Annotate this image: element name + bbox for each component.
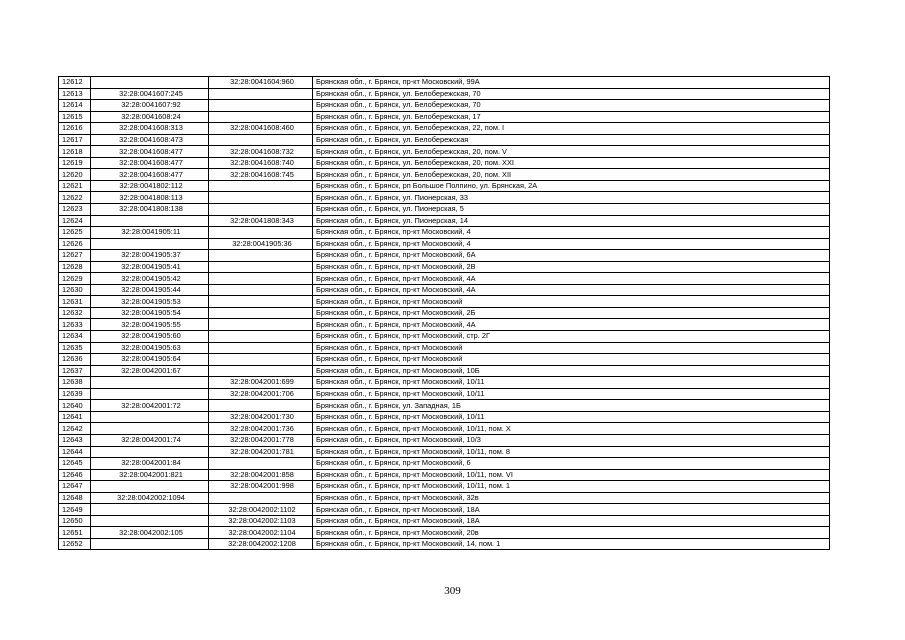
row-number-cell: 12645 (59, 458, 91, 470)
cadastral-number-cell (91, 423, 209, 435)
cadastral-number-cell: 32:28:0042002:1094 (91, 492, 209, 504)
cadastral-number-cell: 32:28:0041905:41 (91, 261, 209, 273)
table-row (59, 238, 830, 250)
object-cadastral-number-cell (209, 296, 313, 308)
row-number-cell: 12623 (59, 204, 91, 216)
cadastral-number-cell: 32:28:0042001:84 (91, 458, 209, 470)
cadastral-number-cell: 32:28:0041608:477 (91, 157, 209, 169)
row-number-cell: 12630 (59, 284, 91, 296)
row-number-cell: 12616 (59, 123, 91, 135)
table-row (59, 331, 830, 343)
table-row (59, 527, 830, 539)
object-cadastral-number-cell (209, 342, 313, 354)
object-cadastral-number-cell: 32:28:0042002:1104 (209, 527, 313, 539)
cadastral-number-cell: 32:28:0041608:313 (91, 123, 209, 135)
row-number-cell: 12629 (59, 273, 91, 285)
table-row (59, 111, 830, 123)
object-cadastral-number-cell (209, 250, 313, 262)
table-row (59, 157, 830, 169)
object-cadastral-number-cell: 32:28:0042001:858 (209, 469, 313, 481)
row-number-cell: 12641 (59, 411, 91, 423)
object-cadastral-number-cell: 32:28:0041604:960 (209, 77, 313, 89)
object-cadastral-number-cell (209, 284, 313, 296)
address-cell: Брянская обл., г. Брянск, пр-кт Московский, 99А (313, 77, 830, 89)
table-row (59, 377, 830, 389)
table-row (59, 134, 830, 146)
object-cadastral-number-cell: 32:28:0041608:745 (209, 169, 313, 181)
table-row (59, 192, 830, 204)
cadastral-number-cell: 32:28:0041905:55 (91, 319, 209, 331)
cadastral-number-cell: 32:28:0041608:477 (91, 146, 209, 158)
table-row (59, 273, 830, 285)
table-row (59, 515, 830, 527)
address-cell: Брянская обл., г. Брянск, пр-кт Московский (313, 342, 830, 354)
object-cadastral-number-cell (209, 400, 313, 412)
row-number-cell: 12621 (59, 180, 91, 192)
address-cell: Брянская обл., г. Брянск, ул. Белобережская, 22, пом. I (313, 123, 830, 135)
object-cadastral-number-cell (209, 492, 313, 504)
cadastral-number-cell: 32:28:0041905:42 (91, 273, 209, 285)
row-number-cell: 12647 (59, 481, 91, 493)
address-cell: Брянская обл., г. Брянск, пр-кт Московский, 10/11, пом. Х (313, 423, 830, 435)
cadastral-number-cell: 32:28:0042001:67 (91, 365, 209, 377)
address-cell: Брянская обл., г. Брянск, пр-кт Московский, 14, пом. 1 (313, 538, 830, 550)
object-cadastral-number-cell (209, 180, 313, 192)
table-row (59, 227, 830, 239)
object-cadastral-number-cell: 32:28:0042001:998 (209, 481, 313, 493)
object-cadastral-number-cell (209, 227, 313, 239)
row-number-cell: 12612 (59, 77, 91, 89)
row-number-cell: 12614 (59, 100, 91, 112)
address-cell: Брянская обл., г. Брянск, пр-кт Московский (313, 354, 830, 366)
address-cell: Брянская обл., г. Брянск, пр-кт Московский, 4 (313, 227, 830, 239)
address-cell: Брянская обл., г. Брянск, пр-кт Московский, 6А (313, 250, 830, 262)
cadastral-number-cell (91, 446, 209, 458)
cadastral-number-cell (91, 481, 209, 493)
cadastral-number-cell: 32:28:0041607:245 (91, 88, 209, 100)
table-row (59, 204, 830, 216)
row-number-cell: 12650 (59, 515, 91, 527)
object-cadastral-number-cell: 32:28:0041808:343 (209, 215, 313, 227)
address-cell: Брянская обл., г. Брянск, пр-кт Московский (313, 296, 830, 308)
cadastral-number-cell (91, 515, 209, 527)
row-number-cell: 12637 (59, 365, 91, 377)
cadastral-number-cell (91, 388, 209, 400)
row-number-cell: 12649 (59, 504, 91, 516)
cadastral-number-cell: 32:28:0041608:24 (91, 111, 209, 123)
object-cadastral-number-cell (209, 319, 313, 331)
row-number-cell: 12634 (59, 331, 91, 343)
address-cell: Брянская обл., г. Брянск, пр-кт Московский, 32в (313, 492, 830, 504)
object-cadastral-number-cell (209, 331, 313, 343)
object-cadastral-number-cell: 32:28:0042002:1102 (209, 504, 313, 516)
address-cell: Брянская обл., г. Брянск, ул. Белобережская, 20, пом. V (313, 146, 830, 158)
table-row (59, 123, 830, 135)
object-cadastral-number-cell: 32:28:0042001:699 (209, 377, 313, 389)
table-row (59, 296, 830, 308)
row-number-cell: 12636 (59, 354, 91, 366)
table-row (59, 146, 830, 158)
cadastral-number-cell (91, 377, 209, 389)
row-number-cell: 12651 (59, 527, 91, 539)
table-row (59, 446, 830, 458)
object-cadastral-number-cell: 32:28:0042001:730 (209, 411, 313, 423)
table-row (59, 458, 830, 470)
cadastral-number-cell: 32:28:0041607:92 (91, 100, 209, 112)
object-cadastral-number-cell (209, 458, 313, 470)
cadastral-number-cell (91, 215, 209, 227)
address-cell: Брянская обл., г. Брянск, пр-кт Московский, 4А (313, 319, 830, 331)
row-number-cell: 12648 (59, 492, 91, 504)
address-cell: Брянская обл., г. Брянск, ул. Белобережская, 70 (313, 100, 830, 112)
cadastral-number-cell: 32:28:0041905:54 (91, 307, 209, 319)
row-number-cell: 12638 (59, 377, 91, 389)
table-row (59, 284, 830, 296)
object-cadastral-number-cell: 32:28:0042001:778 (209, 434, 313, 446)
cadastral-number-cell: 32:28:0041905:44 (91, 284, 209, 296)
page-number: 309 (444, 585, 461, 597)
table-row (59, 319, 830, 331)
object-cadastral-number-cell (209, 111, 313, 123)
registry-table-body (59, 77, 830, 550)
address-cell: Брянская обл., г. Брянск, ул. Белобережская, 20, пом. XXI (313, 157, 830, 169)
table-row (59, 434, 830, 446)
table-row (59, 169, 830, 181)
object-cadastral-number-cell (209, 354, 313, 366)
address-cell: Брянская обл., г. Брянск, пр-кт Московский, 18А (313, 504, 830, 516)
row-number-cell: 12633 (59, 319, 91, 331)
row-number-cell: 12635 (59, 342, 91, 354)
row-number-cell: 12619 (59, 157, 91, 169)
table-row (59, 469, 830, 481)
address-cell: Брянская обл., г. Брянск, пр-кт Московский, 10/11 (313, 388, 830, 400)
object-cadastral-number-cell: 32:28:0042002:1103 (209, 515, 313, 527)
object-cadastral-number-cell (209, 365, 313, 377)
cadastral-number-cell: 32:28:0041608:477 (91, 169, 209, 181)
table-row (59, 423, 830, 435)
object-cadastral-number-cell (209, 100, 313, 112)
table-row (59, 388, 830, 400)
object-cadastral-number-cell (209, 307, 313, 319)
object-cadastral-number-cell: 32:28:0041608:732 (209, 146, 313, 158)
address-cell: Брянская обл., г. Брянск, пр-кт Московский, 10/11 (313, 411, 830, 423)
row-number-cell: 12624 (59, 215, 91, 227)
row-number-cell: 12646 (59, 469, 91, 481)
object-cadastral-number-cell (209, 134, 313, 146)
cadastral-number-cell: 32:28:0041905:60 (91, 331, 209, 343)
object-cadastral-number-cell: 32:28:0042001:781 (209, 446, 313, 458)
row-number-cell: 12617 (59, 134, 91, 146)
cadastral-number-cell: 32:28:0042001:72 (91, 400, 209, 412)
address-cell: Брянская обл., г. Брянск, пр-кт Московский, 20в (313, 527, 830, 539)
row-number-cell: 12615 (59, 111, 91, 123)
cadastral-number-cell (91, 77, 209, 89)
object-cadastral-number-cell (209, 273, 313, 285)
address-cell: Брянская обл., г. Брянск, ул. Белобережская, 70 (313, 88, 830, 100)
address-cell: Брянская обл., г. Брянск, пр-кт Московский, 6 (313, 458, 830, 470)
address-cell: Брянская обл., г. Брянск, пр-кт Московский, 2В (313, 261, 830, 273)
cadastral-number-cell: 32:28:0042001:74 (91, 434, 209, 446)
address-cell: Брянская обл., г. Брянск, ул. Белобережская, 17 (313, 111, 830, 123)
cadastral-number-cell (91, 411, 209, 423)
table-row (59, 342, 830, 354)
address-cell: Брянская обл., г. Брянск, пр-кт Московский, 4А (313, 273, 830, 285)
row-number-cell: 12620 (59, 169, 91, 181)
registry-table (58, 76, 830, 550)
table-row (59, 307, 830, 319)
table-row (59, 180, 830, 192)
cadastral-number-cell: 32:28:0042001:821 (91, 469, 209, 481)
address-cell: Брянская обл., г. Брянск, ул. Пионерская, 14 (313, 215, 830, 227)
address-cell: Брянская обл., г. Брянск, пр-кт Московский, 4 (313, 238, 830, 250)
object-cadastral-number-cell: 32:28:0041905:36 (209, 238, 313, 250)
address-cell: Брянская обл., г. Брянск, пр-кт Московский, 10Б (313, 365, 830, 377)
row-number-cell: 12627 (59, 250, 91, 262)
address-cell: Брянская обл., г. Брянск, ул. Белобережская, 20, пом. XII (313, 169, 830, 181)
cadastral-number-cell: 32:28:0041905:64 (91, 354, 209, 366)
table-row (59, 365, 830, 377)
address-cell: Брянская обл., г. Брянск, пр-кт Московский, стр. 2Г (313, 331, 830, 343)
table-row (59, 504, 830, 516)
object-cadastral-number-cell (209, 204, 313, 216)
cadastral-number-cell: 32:28:0041905:11 (91, 227, 209, 239)
address-cell: Брянская обл., г. Брянск, ул. Белобережская (313, 134, 830, 146)
object-cadastral-number-cell (209, 88, 313, 100)
address-cell: Брянская обл., г. Брянск, пр-кт Московский, 2Б (313, 307, 830, 319)
address-cell: Брянская обл., г. Брянск, пр-кт Московский, 10/11, пом. 8 (313, 446, 830, 458)
cadastral-number-cell: 32:28:0041808:113 (91, 192, 209, 204)
row-number-cell: 12626 (59, 238, 91, 250)
address-cell: Брянская обл., г. Брянск, пр-кт Московский, 18А (313, 515, 830, 527)
row-number-cell: 12639 (59, 388, 91, 400)
address-cell: Брянская обл., г. Брянск, ул. Пионерская, 33 (313, 192, 830, 204)
table-row (59, 411, 830, 423)
address-cell: Брянская обл., г. Брянск, пр-кт Московский, 10/3 (313, 434, 830, 446)
address-cell: Брянская обл., г. Брянск, пр-кт Московский, 4А (313, 284, 830, 296)
object-cadastral-number-cell: 32:28:0041608:460 (209, 123, 313, 135)
row-number-cell: 12628 (59, 261, 91, 273)
object-cadastral-number-cell (209, 192, 313, 204)
row-number-cell: 12640 (59, 400, 91, 412)
table-row (59, 215, 830, 227)
cadastral-number-cell: 32:28:0042002:105 (91, 527, 209, 539)
cadastral-number-cell: 32:28:0041808:138 (91, 204, 209, 216)
row-number-cell: 12622 (59, 192, 91, 204)
row-number-cell: 12642 (59, 423, 91, 435)
address-cell: Брянская обл., г. Брянск, пр-кт Московский, 10/11, пом. 1 (313, 481, 830, 493)
address-cell: Брянская обл., г. Брянск, пр-кт Московский, 10/11, пом. VI (313, 469, 830, 481)
address-cell: Брянская обл., г. Брянск, рп Большое Полпино, ул. Брянская, 2А (313, 180, 830, 192)
row-number-cell: 12632 (59, 307, 91, 319)
object-cadastral-number-cell: 32:28:0041608:740 (209, 157, 313, 169)
cadastral-number-cell: 32:28:0041608:473 (91, 134, 209, 146)
cadastral-number-cell (91, 238, 209, 250)
address-cell: Брянская обл., г. Брянск, пр-кт Московский, 10/11 (313, 377, 830, 389)
cadastral-number-cell: 32:28:0041905:63 (91, 342, 209, 354)
row-number-cell: 12643 (59, 434, 91, 446)
row-number-cell: 12644 (59, 446, 91, 458)
table-row (59, 100, 830, 112)
table-row (59, 538, 830, 550)
table-row (59, 88, 830, 100)
table-row (59, 400, 830, 412)
object-cadastral-number-cell: 32:28:0042002:1208 (209, 538, 313, 550)
row-number-cell: 12613 (59, 88, 91, 100)
table-row (59, 492, 830, 504)
table-row (59, 261, 830, 273)
row-number-cell: 12625 (59, 227, 91, 239)
address-cell: Брянская обл., г. Брянск, ул. Пионерская, 5 (313, 204, 830, 216)
row-number-cell: 12652 (59, 538, 91, 550)
cadastral-number-cell: 32:28:0041905:53 (91, 296, 209, 308)
address-cell: Брянская обл., г. Брянск, ул. Западная, 1Б (313, 400, 830, 412)
table-row (59, 250, 830, 262)
row-number-cell: 12631 (59, 296, 91, 308)
object-cadastral-number-cell: 32:28:0042001:736 (209, 423, 313, 435)
object-cadastral-number-cell: 32:28:0042001:706 (209, 388, 313, 400)
table-row (59, 481, 830, 493)
cadastral-number-cell (91, 504, 209, 516)
row-number-cell: 12618 (59, 146, 91, 158)
table-row (59, 354, 830, 366)
object-cadastral-number-cell (209, 261, 313, 273)
table-row (59, 77, 830, 89)
cadastral-number-cell (91, 538, 209, 550)
cadastral-number-cell: 32:28:0041905:37 (91, 250, 209, 262)
cadastral-number-cell: 32:28:0041802:112 (91, 180, 209, 192)
